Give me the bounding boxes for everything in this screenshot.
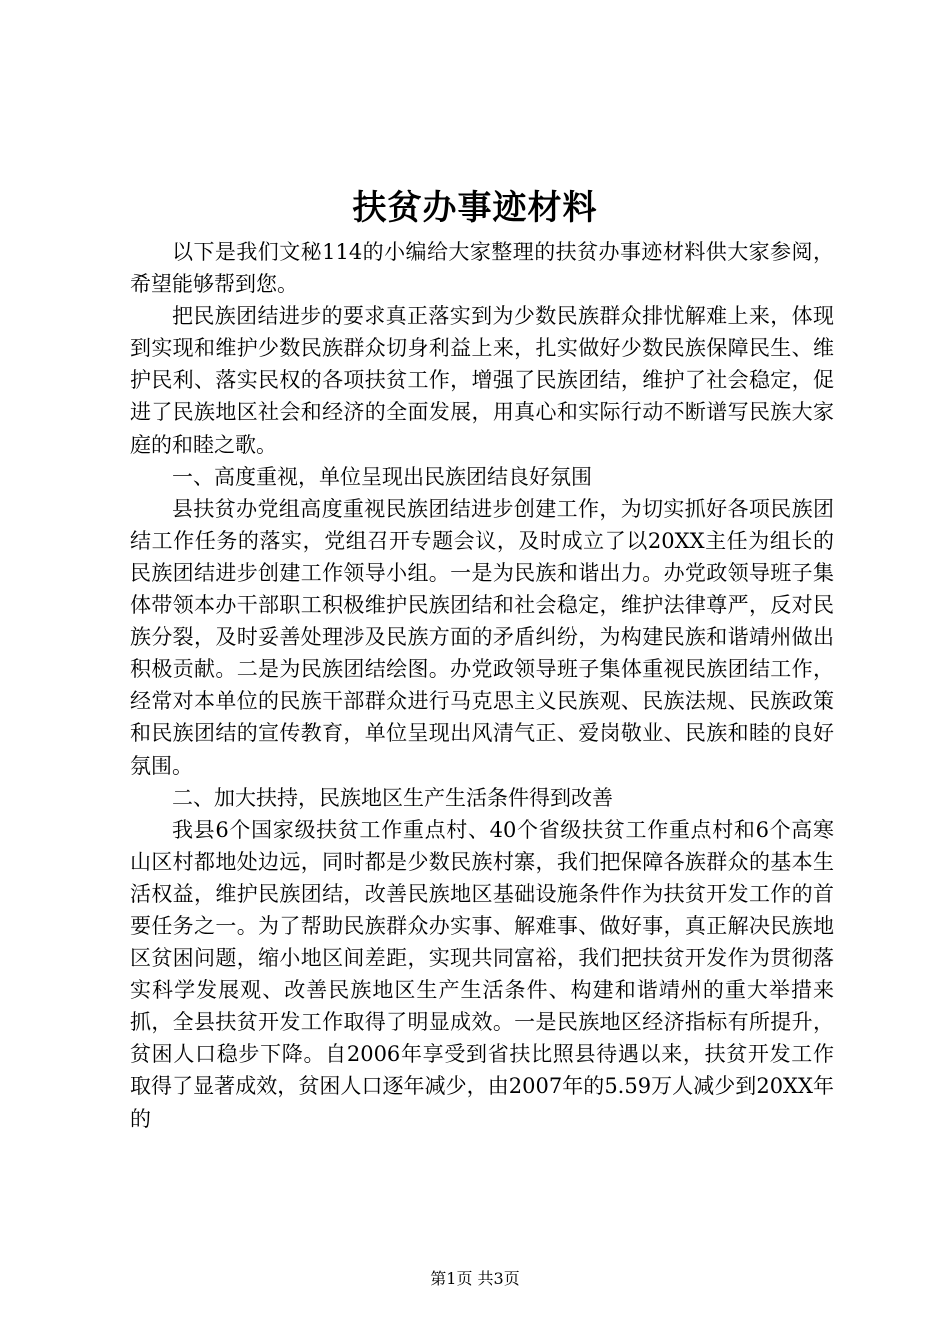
section-heading-1: 一、高度重视，单位呈现出民族团结良好氛围 xyxy=(172,464,592,489)
paragraph-section-1: 县扶贫办党组高度重视民族团结进步创建工作，为切实抓好各项民族团结工作任务的落实，党组召开专题会议，及时成立了以20XX主任为组长的民族团结进步创建工作领导小组。一是为民族和谐出力。办党政领导班子集体带领本办干部职工积极维护民族团结和社会稳定，维护法律尊严，反对民族分裂，及时妥善处理涉及民族方面的矛盾纠纷，为构建民族和谐靖州做出积极贡献。二是为民族团结绘图。办党政领导班子集体重视民族团结工作，经常对本单位的民族干部群众进行马克思主义民族观、民族法规、民族政策和民族团结的宣传教育，单位呈现出风清气正、爱岗敬业、民族和睦的良好氛围。 xyxy=(130,496,834,778)
document-title: 扶贫办事迹材料 xyxy=(352,188,598,228)
paragraph-summary: 把民族团结进步的要求真正落实到为少数民族群众排忧解难上来，体现到实现和维护少数民族群众切身利益上来，扎实做好少数民族保障民生、维护民利、落实民权的各项扶贫工作，增强了民族团结，维护了社会稳定，促进了民族地区社会和经济的全面发展，用真心和实际行动不断谱写民族大家庭的和睦之歌。 xyxy=(130,304,834,457)
paragraph-intro: 以下是我们文秘114的小编给大家整理的扶贫办事迹材料供大家参阅，希望能够帮到您。 xyxy=(130,240,834,297)
page-footer: 第1页 共3页 xyxy=(430,1269,520,1288)
section-heading-2: 二、加大扶持，民族地区生产生活条件得到改善 xyxy=(172,785,613,810)
document-body xyxy=(130,236,834,1135)
paragraph-section-2: 我县6个国家级扶贫工作重点村、40个省级扶贫工作重点村和6个高寒山区村都地处边远，同时都是少数民族村寨，我们把保障各族群众的基本生活权益，维护民族团结，改善民族地区基础设施条件作为扶贫开发工作的首要任务之一。为了帮助民族群众办实事、解难事、做好事，真正解决民族地区贫困问题，缩小地区间差距，实现共同富裕，我们把扶贫开发作为贯彻落实科学发展观、改善民族地区生产生活条件、构建和谐靖州的重大举措来抓，全县扶贫开发工作取得了明显成效。一是民族地区经济指标有所提升，贫困人口稳步下降。自2006年享受到省扶比照县待遇以来，扶贫开发工作取得了显著成效，贫困人口逐年减少，由2007年的5.59万人减少到20XX年的 xyxy=(130,817,834,1131)
